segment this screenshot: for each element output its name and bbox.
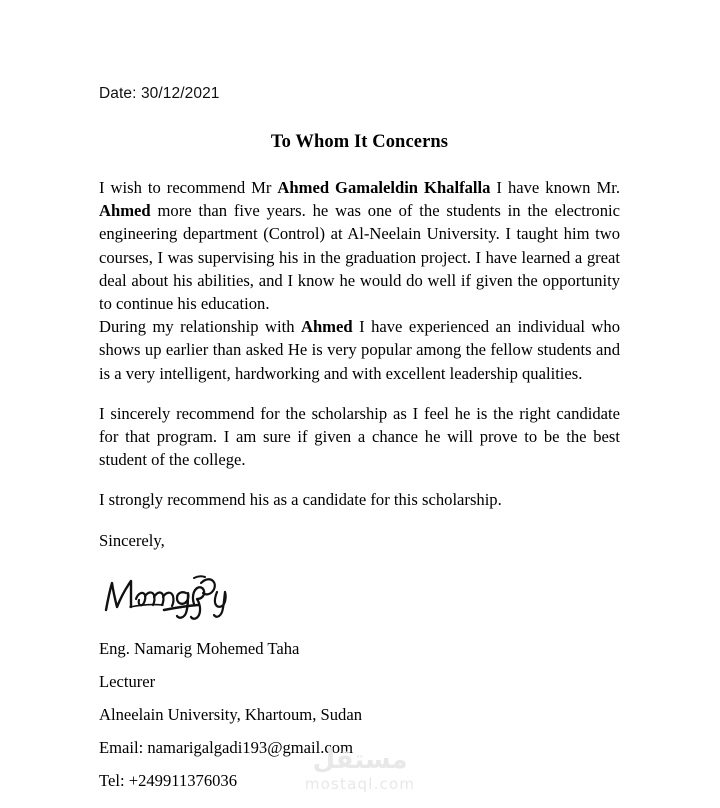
document-body	[99, 84, 620, 797]
paragraph-1-text-part-3: more than five years. he was one of the students in the electronic engineering department (Control) at Al-Neelain University. I taught him two courses, I was supervising his in the graduation project. I have learned a great deal about his abilities, and I know he would do well if given the opportunity to continue his education.	[99, 201, 620, 314]
signature-image	[100, 566, 250, 624]
date-line: Date: 30/12/2021	[99, 85, 220, 102]
paragraph-1	[99, 176, 620, 315]
paragraph-1-text-part-2: I have known Mr.	[490, 178, 620, 197]
paragraph-2-text-part-2: I have experienced an individual who shows up earlier than asked He is very popular among the fellow students and is a very intelligent, hardworking and with excellent leadership qualities.	[99, 317, 620, 383]
watermark-arabic-text: مستقل	[312, 745, 408, 775]
paragraph-2-bold-first-name: Ahmed	[300, 317, 353, 337]
signer-email: Email: namarigalgadi193@gmail.com	[99, 737, 353, 757]
signature-block	[99, 568, 620, 624]
paragraph-3: I sincerely recommend for the scholarship as I feel he is the right candidate for that program. I am sure if given a chance he will prove to be the best student of the college.	[99, 403, 620, 470]
signer-phone: Tel: +249911376036	[99, 770, 238, 790]
signer-title: Lecturer	[99, 671, 156, 691]
paragraph-2	[99, 315, 620, 385]
paragraph-1-text-part-1: I wish to recommend Mr	[99, 178, 278, 197]
watermark	[0, 745, 720, 794]
closing-line: Sincerely,	[99, 530, 165, 550]
signer-name: Eng. Namarig Mohemed Taha	[99, 638, 300, 658]
paragraph-1-bold-candidate-name: Ahmed Gamaleldin Khalfalla	[277, 178, 491, 197]
paragraph-4: I strongly recommend his as a candidate for this scholarship.	[99, 490, 502, 510]
paragraph-1-bold-first-name: Ahmed	[99, 201, 151, 221]
paragraph-spacer-1	[99, 385, 620, 402]
paragraph-spacer-3	[99, 512, 620, 529]
paragraph-2-text-part-1: During my relationship with	[99, 317, 301, 337]
watermark-domain-text: mostaql.com	[304, 775, 416, 793]
signer-affiliation: Alneelain University, Khartoum, Sudan	[99, 704, 362, 724]
paragraph-spacer-2	[99, 471, 620, 488]
document-title: To Whom It Concerns	[270, 132, 449, 152]
